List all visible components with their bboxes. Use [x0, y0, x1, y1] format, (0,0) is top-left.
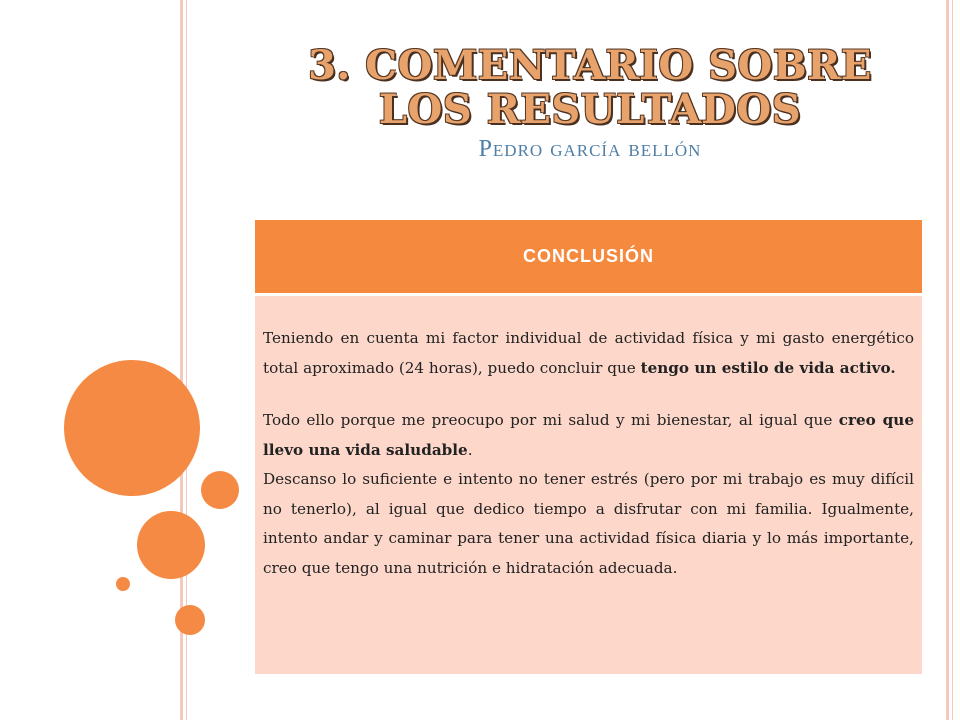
paragraph-2	[263, 406, 914, 465]
conclusion-body	[255, 296, 922, 674]
conclusion-header-label: CONCLUSIÓN	[523, 246, 654, 266]
decorative-circle-small-1	[201, 471, 239, 509]
paragraph-2-end: .	[467, 440, 473, 459]
conclusion-table	[255, 220, 922, 674]
paragraph-1-text: Teniendo en cuenta mi factor individual de actividad física y mi gasto energético total aproximado (24 horas), puedo concluir que	[263, 329, 914, 377]
slide-title	[230, 44, 950, 163]
frame-line-right-2	[952, 0, 953, 720]
title-line-1: 3. COMENTARIO SOBRE	[308, 42, 872, 89]
decorative-circle-small-2	[175, 605, 205, 635]
decorative-circle-medium	[137, 511, 205, 579]
decorative-circle-large	[64, 360, 200, 496]
paragraph-1	[263, 324, 914, 383]
paragraph-2-bold: creo que llevo una vida saludable	[263, 411, 914, 459]
conclusion-header	[255, 220, 922, 296]
author-subtitle: Pedro garcía bellón	[478, 136, 702, 162]
paragraph-1-bold: tengo un estilo de vida activo.	[640, 358, 896, 377]
paragraph-gap	[263, 383, 914, 406]
decorative-circle-tiny	[116, 577, 130, 591]
title-line-2: LOS RESULTADOS	[378, 86, 802, 133]
paragraph-2-text: Todo ello porque me preocupo por mi salud y mi bienestar, al igual que	[263, 411, 839, 429]
paragraph-3: Descanso lo suficiente e intento no tener estrés (pero por mi trabajo es muy difícil no tenerlo), al igual que dedico tiempo a disfrutar con mi familia. Igualmente, intento andar y caminar para tener una actividad física diaria y lo más importante, creo que tengo una nutrición e hidratación adecuada.	[263, 470, 914, 577]
